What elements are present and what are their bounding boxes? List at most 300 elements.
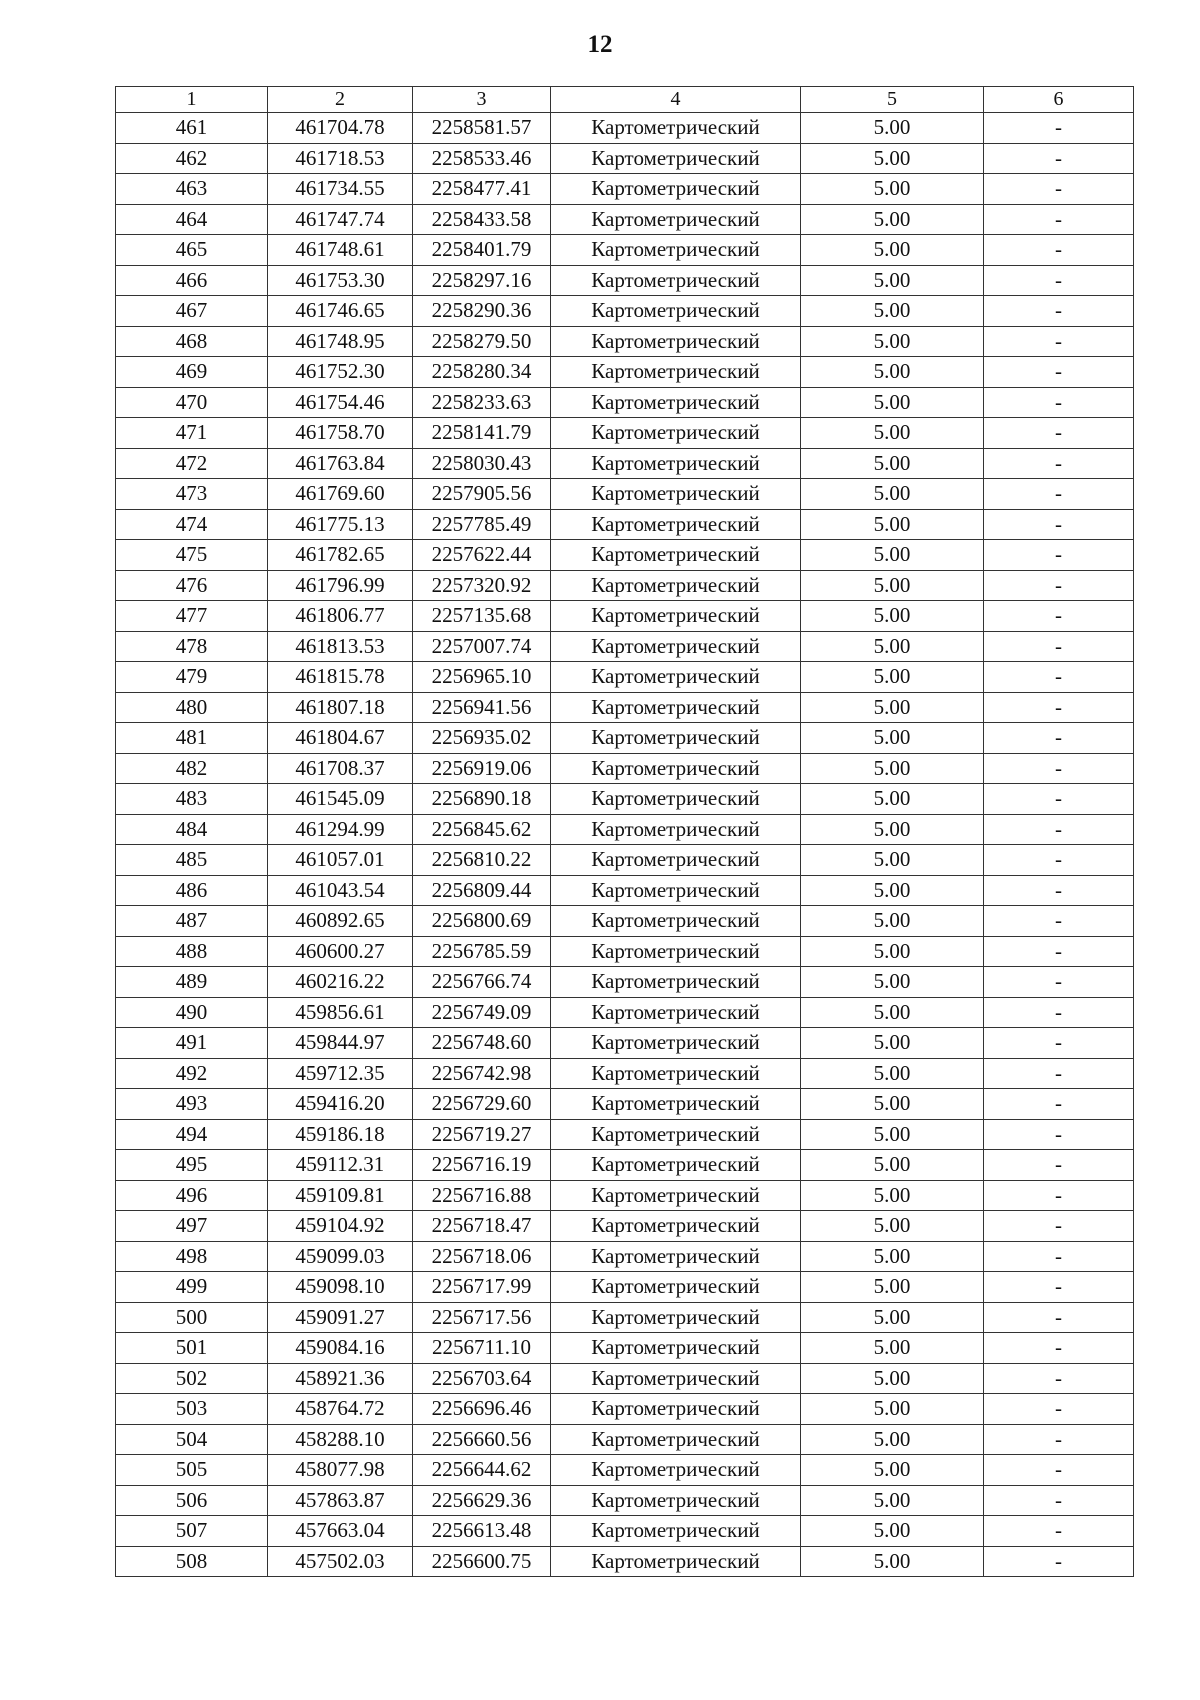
cell-method: Картометрический xyxy=(551,814,801,845)
cell-note: - xyxy=(984,814,1134,845)
header-cell-4: 4 xyxy=(551,87,801,113)
cell-coordinate-x: 461796.99 xyxy=(268,570,413,601)
cell-method: Картометрический xyxy=(551,845,801,876)
cell-coordinate-y: 2256919.06 xyxy=(413,753,551,784)
cell-note: - xyxy=(984,875,1134,906)
cell-note: - xyxy=(984,1180,1134,1211)
cell-method: Картометрический xyxy=(551,1272,801,1303)
cell-note: - xyxy=(984,1028,1134,1059)
cell-coordinate-y: 2258297.16 xyxy=(413,265,551,296)
header-cell-1: 1 xyxy=(116,87,268,113)
cell-note: - xyxy=(984,601,1134,632)
table-row xyxy=(116,448,1134,479)
cell-note: - xyxy=(984,204,1134,235)
cell-note: - xyxy=(984,997,1134,1028)
table-row xyxy=(116,540,1134,571)
cell-accuracy: 5.00 xyxy=(801,753,984,784)
cell-coordinate-x: 461753.30 xyxy=(268,265,413,296)
cell-accuracy: 5.00 xyxy=(801,784,984,815)
cell-coordinate-y: 2256719.27 xyxy=(413,1119,551,1150)
cell-accuracy: 5.00 xyxy=(801,235,984,266)
cell-coordinate-x: 457863.87 xyxy=(268,1485,413,1516)
cell-note: - xyxy=(984,692,1134,723)
cell-coordinate-y: 2256845.62 xyxy=(413,814,551,845)
cell-point-number: 484 xyxy=(116,814,268,845)
cell-point-number: 492 xyxy=(116,1058,268,1089)
cell-coordinate-y: 2256890.18 xyxy=(413,784,551,815)
cell-coordinate-y: 2258233.63 xyxy=(413,387,551,418)
cell-point-number: 486 xyxy=(116,875,268,906)
cell-method: Картометрический xyxy=(551,1241,801,1272)
cell-method: Картометрический xyxy=(551,875,801,906)
cell-coordinate-y: 2256660.56 xyxy=(413,1424,551,1455)
cell-coordinate-y: 2256718.06 xyxy=(413,1241,551,1272)
cell-coordinate-y: 2257622.44 xyxy=(413,540,551,571)
cell-accuracy: 5.00 xyxy=(801,1241,984,1272)
cell-coordinate-y: 2258433.58 xyxy=(413,204,551,235)
cell-point-number: 465 xyxy=(116,235,268,266)
table-row xyxy=(116,1028,1134,1059)
cell-method: Картометрический xyxy=(551,113,801,144)
cell-point-number: 499 xyxy=(116,1272,268,1303)
table-row xyxy=(116,357,1134,388)
table-row xyxy=(116,204,1134,235)
cell-accuracy: 5.00 xyxy=(801,906,984,937)
cell-accuracy: 5.00 xyxy=(801,113,984,144)
cell-note: - xyxy=(984,326,1134,357)
cell-note: - xyxy=(984,1211,1134,1242)
cell-coordinate-y: 2256935.02 xyxy=(413,723,551,754)
cell-method: Картометрический xyxy=(551,1302,801,1333)
cell-note: - xyxy=(984,967,1134,998)
header-row xyxy=(116,87,1134,113)
table-row xyxy=(116,967,1134,998)
cell-accuracy: 5.00 xyxy=(801,1485,984,1516)
cell-coordinate-y: 2258279.50 xyxy=(413,326,551,357)
cell-coordinate-x: 457663.04 xyxy=(268,1516,413,1547)
cell-coordinate-y: 2256696.46 xyxy=(413,1394,551,1425)
cell-method: Картометрический xyxy=(551,1211,801,1242)
cell-point-number: 462 xyxy=(116,143,268,174)
cell-coordinate-y: 2257135.68 xyxy=(413,601,551,632)
cell-method: Картометрический xyxy=(551,1485,801,1516)
cell-coordinate-y: 2257007.74 xyxy=(413,631,551,662)
cell-accuracy: 5.00 xyxy=(801,875,984,906)
cell-accuracy: 5.00 xyxy=(801,1058,984,1089)
cell-coordinate-x: 459416.20 xyxy=(268,1089,413,1120)
cell-coordinate-y: 2258477.41 xyxy=(413,174,551,205)
table-row xyxy=(116,1424,1134,1455)
cell-note: - xyxy=(984,753,1134,784)
cell-coordinate-x: 458764.72 xyxy=(268,1394,413,1425)
cell-method: Картометрический xyxy=(551,570,801,601)
cell-coordinate-x: 461718.53 xyxy=(268,143,413,174)
cell-coordinate-x: 461747.74 xyxy=(268,204,413,235)
cell-coordinate-x: 461545.09 xyxy=(268,784,413,815)
cell-note: - xyxy=(984,784,1134,815)
cell-coordinate-x: 459712.35 xyxy=(268,1058,413,1089)
cell-coordinate-x: 459104.92 xyxy=(268,1211,413,1242)
cell-method: Картометрический xyxy=(551,143,801,174)
cell-method: Картометрический xyxy=(551,174,801,205)
cell-coordinate-x: 458921.36 xyxy=(268,1363,413,1394)
cell-note: - xyxy=(984,1241,1134,1272)
cell-method: Картометрический xyxy=(551,662,801,693)
table-row xyxy=(116,662,1134,693)
cell-coordinate-x: 461782.65 xyxy=(268,540,413,571)
cell-point-number: 478 xyxy=(116,631,268,662)
cell-coordinate-x: 461748.61 xyxy=(268,235,413,266)
cell-coordinate-y: 2256717.99 xyxy=(413,1272,551,1303)
cell-coordinate-y: 2256711.10 xyxy=(413,1333,551,1364)
cell-method: Картометрический xyxy=(551,1455,801,1486)
cell-accuracy: 5.00 xyxy=(801,1333,984,1364)
cell-coordinate-y: 2258030.43 xyxy=(413,448,551,479)
cell-accuracy: 5.00 xyxy=(801,936,984,967)
cell-coordinate-y: 2256600.75 xyxy=(413,1546,551,1577)
table-row xyxy=(116,1302,1134,1333)
cell-point-number: 463 xyxy=(116,174,268,205)
cell-coordinate-x: 459084.16 xyxy=(268,1333,413,1364)
cell-accuracy: 5.00 xyxy=(801,265,984,296)
cell-point-number: 500 xyxy=(116,1302,268,1333)
cell-coordinate-x: 458077.98 xyxy=(268,1455,413,1486)
cell-coordinate-x: 461804.67 xyxy=(268,723,413,754)
cell-point-number: 489 xyxy=(116,967,268,998)
cell-accuracy: 5.00 xyxy=(801,357,984,388)
cell-accuracy: 5.00 xyxy=(801,1211,984,1242)
table-row xyxy=(116,1333,1134,1364)
cell-point-number: 466 xyxy=(116,265,268,296)
table-row xyxy=(116,1272,1134,1303)
cell-point-number: 480 xyxy=(116,692,268,723)
cell-coordinate-x: 461763.84 xyxy=(268,448,413,479)
table-row xyxy=(116,906,1134,937)
cell-note: - xyxy=(984,1119,1134,1150)
cell-point-number: 497 xyxy=(116,1211,268,1242)
cell-coordinate-x: 461748.95 xyxy=(268,326,413,357)
cell-method: Картометрический xyxy=(551,601,801,632)
table-row xyxy=(116,1241,1134,1272)
cell-method: Картометрический xyxy=(551,357,801,388)
table-row xyxy=(116,1363,1134,1394)
cell-accuracy: 5.00 xyxy=(801,601,984,632)
cell-accuracy: 5.00 xyxy=(801,997,984,1028)
cell-coordinate-y: 2258141.79 xyxy=(413,418,551,449)
cell-method: Картометрический xyxy=(551,235,801,266)
cell-accuracy: 5.00 xyxy=(801,1028,984,1059)
table-row xyxy=(116,326,1134,357)
cell-accuracy: 5.00 xyxy=(801,631,984,662)
cell-accuracy: 5.00 xyxy=(801,1363,984,1394)
table-row xyxy=(116,936,1134,967)
cell-coordinate-y: 2256941.56 xyxy=(413,692,551,723)
cell-note: - xyxy=(984,1455,1134,1486)
cell-coordinate-x: 461754.46 xyxy=(268,387,413,418)
cell-method: Картометрический xyxy=(551,204,801,235)
cell-note: - xyxy=(984,1546,1134,1577)
cell-coordinate-y: 2256718.47 xyxy=(413,1211,551,1242)
table-row xyxy=(116,631,1134,662)
table-row xyxy=(116,1150,1134,1181)
cell-point-number: 470 xyxy=(116,387,268,418)
cell-coordinate-x: 459091.27 xyxy=(268,1302,413,1333)
cell-coordinate-x: 459099.03 xyxy=(268,1241,413,1272)
cell-coordinate-y: 2257785.49 xyxy=(413,509,551,540)
cell-point-number: 483 xyxy=(116,784,268,815)
cell-method: Картометрический xyxy=(551,296,801,327)
cell-point-number: 469 xyxy=(116,357,268,388)
cell-point-number: 493 xyxy=(116,1089,268,1120)
cell-accuracy: 5.00 xyxy=(801,509,984,540)
cell-point-number: 495 xyxy=(116,1150,268,1181)
cell-coordinate-y: 2256965.10 xyxy=(413,662,551,693)
cell-accuracy: 5.00 xyxy=(801,1394,984,1425)
header-cell-2: 2 xyxy=(268,87,413,113)
cell-note: - xyxy=(984,1394,1134,1425)
cell-note: - xyxy=(984,265,1134,296)
cell-note: - xyxy=(984,387,1134,418)
cell-coordinate-y: 2258401.79 xyxy=(413,235,551,266)
cell-note: - xyxy=(984,540,1134,571)
cell-coordinate-x: 460216.22 xyxy=(268,967,413,998)
cell-note: - xyxy=(984,1363,1134,1394)
cell-method: Картометрический xyxy=(551,967,801,998)
cell-point-number: 501 xyxy=(116,1333,268,1364)
cell-note: - xyxy=(984,1272,1134,1303)
table-row xyxy=(116,723,1134,754)
cell-method: Картометрический xyxy=(551,631,801,662)
table-row xyxy=(116,1546,1134,1577)
cell-coordinate-x: 461769.60 xyxy=(268,479,413,510)
table-row xyxy=(116,601,1134,632)
cell-method: Картометрический xyxy=(551,692,801,723)
cell-coordinate-y: 2257320.92 xyxy=(413,570,551,601)
cell-accuracy: 5.00 xyxy=(801,1302,984,1333)
cell-coordinate-y: 2256785.59 xyxy=(413,936,551,967)
cell-note: - xyxy=(984,296,1134,327)
cell-note: - xyxy=(984,1150,1134,1181)
cell-note: - xyxy=(984,723,1134,754)
table-row xyxy=(116,113,1134,144)
cell-note: - xyxy=(984,235,1134,266)
table-row xyxy=(116,1180,1134,1211)
cell-method: Картометрический xyxy=(551,387,801,418)
cell-accuracy: 5.00 xyxy=(801,845,984,876)
cell-accuracy: 5.00 xyxy=(801,479,984,510)
cell-method: Картометрический xyxy=(551,326,801,357)
table-row xyxy=(116,784,1134,815)
cell-note: - xyxy=(984,1058,1134,1089)
cell-accuracy: 5.00 xyxy=(801,814,984,845)
cell-coordinate-y: 2256810.22 xyxy=(413,845,551,876)
cell-coordinate-y: 2256729.60 xyxy=(413,1089,551,1120)
cell-coordinate-x: 461057.01 xyxy=(268,845,413,876)
cell-method: Картометрический xyxy=(551,418,801,449)
cell-coordinate-y: 2256800.69 xyxy=(413,906,551,937)
cell-coordinate-y: 2256717.56 xyxy=(413,1302,551,1333)
cell-point-number: 494 xyxy=(116,1119,268,1150)
cell-accuracy: 5.00 xyxy=(801,1150,984,1181)
table-row xyxy=(116,387,1134,418)
cell-point-number: 461 xyxy=(116,113,268,144)
cell-method: Картометрический xyxy=(551,448,801,479)
cell-method: Картометрический xyxy=(551,723,801,754)
cell-method: Картометрический xyxy=(551,1058,801,1089)
cell-method: Картометрический xyxy=(551,1394,801,1425)
cell-coordinate-x: 461807.18 xyxy=(268,692,413,723)
cell-accuracy: 5.00 xyxy=(801,1089,984,1120)
cell-note: - xyxy=(984,509,1134,540)
cell-note: - xyxy=(984,113,1134,144)
cell-point-number: 471 xyxy=(116,418,268,449)
cell-coordinate-y: 2256749.09 xyxy=(413,997,551,1028)
cell-method: Картометрический xyxy=(551,1150,801,1181)
cell-coordinate-x: 459856.61 xyxy=(268,997,413,1028)
table-row xyxy=(116,509,1134,540)
cell-point-number: 487 xyxy=(116,906,268,937)
cell-note: - xyxy=(984,936,1134,967)
cell-point-number: 472 xyxy=(116,448,268,479)
cell-coordinate-x: 459098.10 xyxy=(268,1272,413,1303)
cell-point-number: 491 xyxy=(116,1028,268,1059)
cell-note: - xyxy=(984,448,1134,479)
cell-accuracy: 5.00 xyxy=(801,540,984,571)
cell-coordinate-x: 459112.31 xyxy=(268,1150,413,1181)
cell-point-number: 498 xyxy=(116,1241,268,1272)
cell-note: - xyxy=(984,1516,1134,1547)
cell-coordinate-y: 2257905.56 xyxy=(413,479,551,510)
cell-coordinate-y: 2258280.34 xyxy=(413,357,551,388)
table-row xyxy=(116,235,1134,266)
cell-coordinate-y: 2256716.19 xyxy=(413,1150,551,1181)
cell-method: Картометрический xyxy=(551,1333,801,1364)
cell-method: Картометрический xyxy=(551,936,801,967)
cell-point-number: 464 xyxy=(116,204,268,235)
cell-coordinate-x: 461815.78 xyxy=(268,662,413,693)
cell-coordinate-x: 461294.99 xyxy=(268,814,413,845)
cell-note: - xyxy=(984,143,1134,174)
cell-method: Картометрический xyxy=(551,1028,801,1059)
cell-note: - xyxy=(984,906,1134,937)
cell-method: Картометрический xyxy=(551,1363,801,1394)
cell-method: Картометрический xyxy=(551,1424,801,1455)
cell-point-number: 490 xyxy=(116,997,268,1028)
table-row xyxy=(116,1455,1134,1486)
cell-note: - xyxy=(984,418,1134,449)
cell-accuracy: 5.00 xyxy=(801,1455,984,1486)
cell-coordinate-x: 457502.03 xyxy=(268,1546,413,1577)
cell-coordinate-x: 461758.70 xyxy=(268,418,413,449)
cell-method: Картометрический xyxy=(551,784,801,815)
cell-point-number: 474 xyxy=(116,509,268,540)
cell-note: - xyxy=(984,1089,1134,1120)
cell-accuracy: 5.00 xyxy=(801,662,984,693)
cell-method: Картометрический xyxy=(551,540,801,571)
cell-coordinate-y: 2256629.36 xyxy=(413,1485,551,1516)
cell-point-number: 507 xyxy=(116,1516,268,1547)
cell-coordinate-x: 461043.54 xyxy=(268,875,413,906)
cell-coordinate-y: 2256748.60 xyxy=(413,1028,551,1059)
table-row xyxy=(116,1394,1134,1425)
cell-note: - xyxy=(984,631,1134,662)
cell-point-number: 503 xyxy=(116,1394,268,1425)
cell-coordinate-x: 461746.65 xyxy=(268,296,413,327)
cell-note: - xyxy=(984,1302,1134,1333)
table-row xyxy=(116,997,1134,1028)
cell-method: Картометрический xyxy=(551,265,801,296)
cell-accuracy: 5.00 xyxy=(801,1424,984,1455)
cell-accuracy: 5.00 xyxy=(801,1180,984,1211)
cell-coordinate-y: 2256644.62 xyxy=(413,1455,551,1486)
cell-accuracy: 5.00 xyxy=(801,967,984,998)
cell-coordinate-x: 461806.77 xyxy=(268,601,413,632)
table-row xyxy=(116,1485,1134,1516)
cell-accuracy: 5.00 xyxy=(801,296,984,327)
cell-accuracy: 5.00 xyxy=(801,448,984,479)
cell-point-number: 467 xyxy=(116,296,268,327)
header-cell-6: 6 xyxy=(984,87,1134,113)
table-row xyxy=(116,1089,1134,1120)
cell-coordinate-x: 461704.78 xyxy=(268,113,413,144)
cell-coordinate-x: 459109.81 xyxy=(268,1180,413,1211)
table-row xyxy=(116,875,1134,906)
cell-coordinate-x: 461752.30 xyxy=(268,357,413,388)
cell-coordinate-x: 461708.37 xyxy=(268,753,413,784)
table-row xyxy=(116,570,1134,601)
cell-point-number: 477 xyxy=(116,601,268,632)
coordinates-table xyxy=(115,86,1134,1577)
cell-coordinate-x: 461775.13 xyxy=(268,509,413,540)
cell-coordinate-x: 459844.97 xyxy=(268,1028,413,1059)
cell-point-number: 508 xyxy=(116,1546,268,1577)
cell-point-number: 475 xyxy=(116,540,268,571)
cell-method: Картометрический xyxy=(551,997,801,1028)
cell-accuracy: 5.00 xyxy=(801,418,984,449)
cell-accuracy: 5.00 xyxy=(801,1546,984,1577)
cell-coordinate-x: 461813.53 xyxy=(268,631,413,662)
cell-accuracy: 5.00 xyxy=(801,692,984,723)
cell-accuracy: 5.00 xyxy=(801,204,984,235)
header-cell-3: 3 xyxy=(413,87,551,113)
cell-coordinate-y: 2256742.98 xyxy=(413,1058,551,1089)
cell-method: Картометрический xyxy=(551,753,801,784)
cell-note: - xyxy=(984,845,1134,876)
cell-point-number: 481 xyxy=(116,723,268,754)
table-row xyxy=(116,814,1134,845)
cell-coordinate-y: 2256809.44 xyxy=(413,875,551,906)
cell-point-number: 468 xyxy=(116,326,268,357)
cell-accuracy: 5.00 xyxy=(801,326,984,357)
table-row xyxy=(116,1058,1134,1089)
cell-coordinate-y: 2256613.48 xyxy=(413,1516,551,1547)
cell-note: - xyxy=(984,1485,1134,1516)
table-row xyxy=(116,692,1134,723)
cell-accuracy: 5.00 xyxy=(801,570,984,601)
cell-accuracy: 5.00 xyxy=(801,1119,984,1150)
cell-note: - xyxy=(984,1424,1134,1455)
cell-note: - xyxy=(984,662,1134,693)
cell-point-number: 502 xyxy=(116,1363,268,1394)
cell-point-number: 505 xyxy=(116,1455,268,1486)
table-body xyxy=(116,113,1134,1577)
table-row xyxy=(116,143,1134,174)
cell-method: Картометрический xyxy=(551,1546,801,1577)
cell-coordinate-y: 2256703.64 xyxy=(413,1363,551,1394)
cell-coordinate-y: 2256716.88 xyxy=(413,1180,551,1211)
table-row xyxy=(116,418,1134,449)
cell-coordinate-x: 460600.27 xyxy=(268,936,413,967)
